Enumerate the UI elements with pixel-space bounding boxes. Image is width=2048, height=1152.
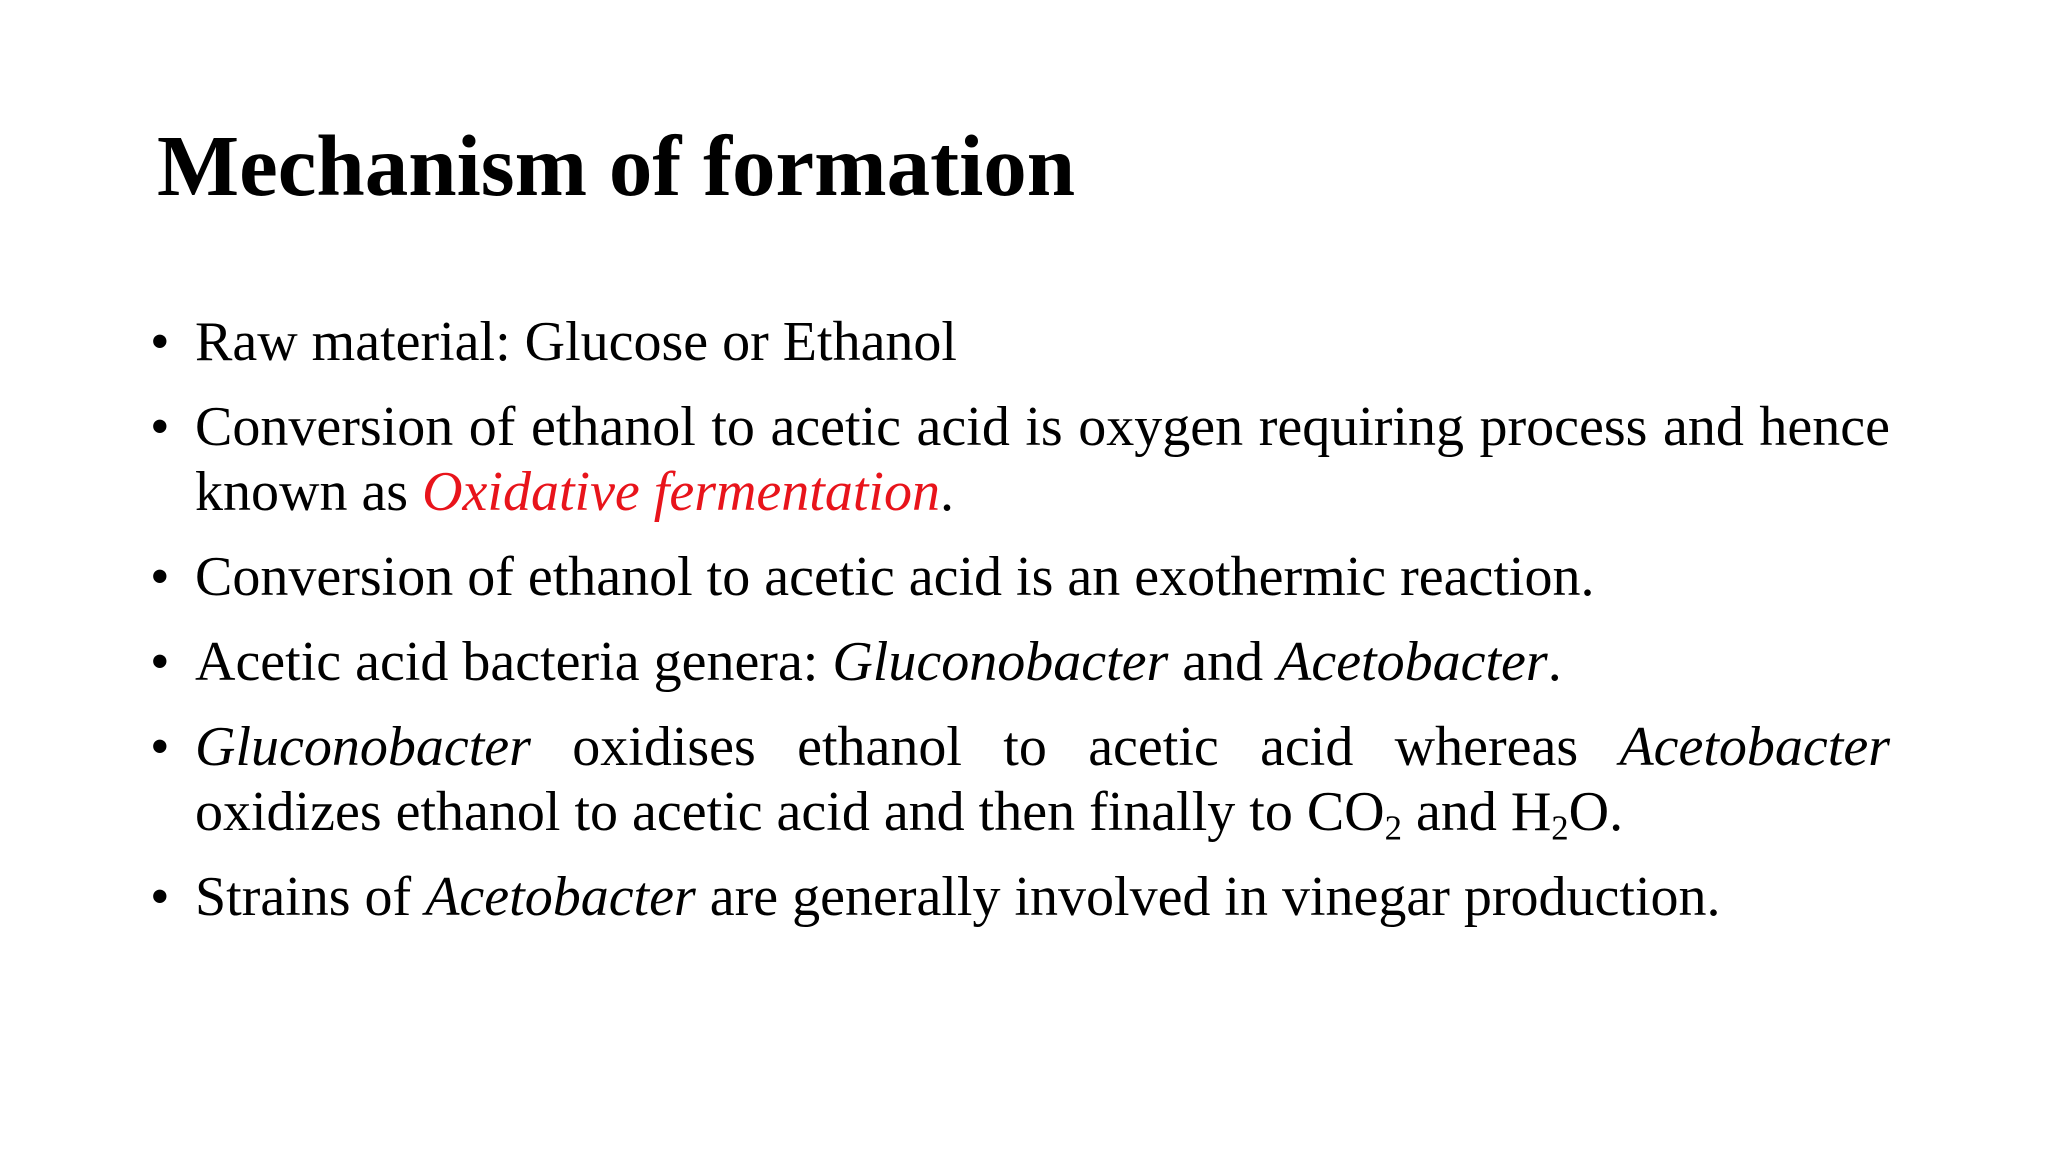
bullet-text-end: . [1547, 631, 1562, 693]
bullet-text-middle: and [1168, 631, 1278, 693]
genus-acetobacter: Acetobacter [1277, 631, 1548, 693]
bullet-raw-material [150, 310, 1890, 375]
bullet-text: Conversion of ethanol to acetic acid is an exothermic reaction. [195, 546, 1595, 608]
bullet-text-and: and H [1401, 781, 1552, 843]
highlighted-term: Oxidative fermentation [422, 461, 940, 523]
genus-gluconobacter: Gluconobacter [195, 716, 531, 778]
bullet-dot: • [150, 311, 170, 373]
bullet-dot: • [150, 631, 170, 693]
bullet-text: Acetic acid bacteria genera: [195, 631, 833, 693]
bullet-text: Conversion of ethanol to acetic acid is oxygen requiring process and hence known as [195, 396, 1890, 523]
bullet-text: oxidises ethanol to acetic acid whereas [530, 716, 1620, 778]
bullet-dot: • [150, 716, 170, 778]
genus-acetobacter: Acetobacter [1619, 716, 1890, 778]
bullet-text-continued: oxidizes ethanol to acetic acid and then finally to CO [195, 781, 1385, 843]
bullet-text: Strains of [195, 866, 426, 928]
bullet-dot: • [150, 866, 170, 928]
bullet-vinegar-production [150, 865, 1890, 930]
bullet-text-end: O. [1568, 781, 1624, 843]
bullet-text: Raw material: Glucose or Ethanol [195, 311, 957, 373]
bullet-list [150, 310, 1890, 950]
genus-acetobacter: Acetobacter [425, 866, 696, 928]
bullet-text-end: . [939, 461, 954, 523]
slide-title: Mechanism of formation [157, 117, 1076, 214]
subscript-h2o: 2 [1551, 808, 1569, 848]
subscript-co2: 2 [1384, 808, 1402, 848]
bullet-dot: • [150, 546, 170, 608]
bullet-oxidation-comparison [150, 715, 1890, 848]
genus-gluconobacter: Gluconobacter [832, 631, 1169, 693]
bullet-oxidative-fermentation [150, 395, 1890, 525]
bullet-exothermic [150, 545, 1890, 610]
bullet-bacteria-genera [150, 630, 1890, 695]
bullet-dot: • [150, 396, 170, 458]
bullet-text-end: are generally involved in vinegar production. [695, 866, 1721, 928]
